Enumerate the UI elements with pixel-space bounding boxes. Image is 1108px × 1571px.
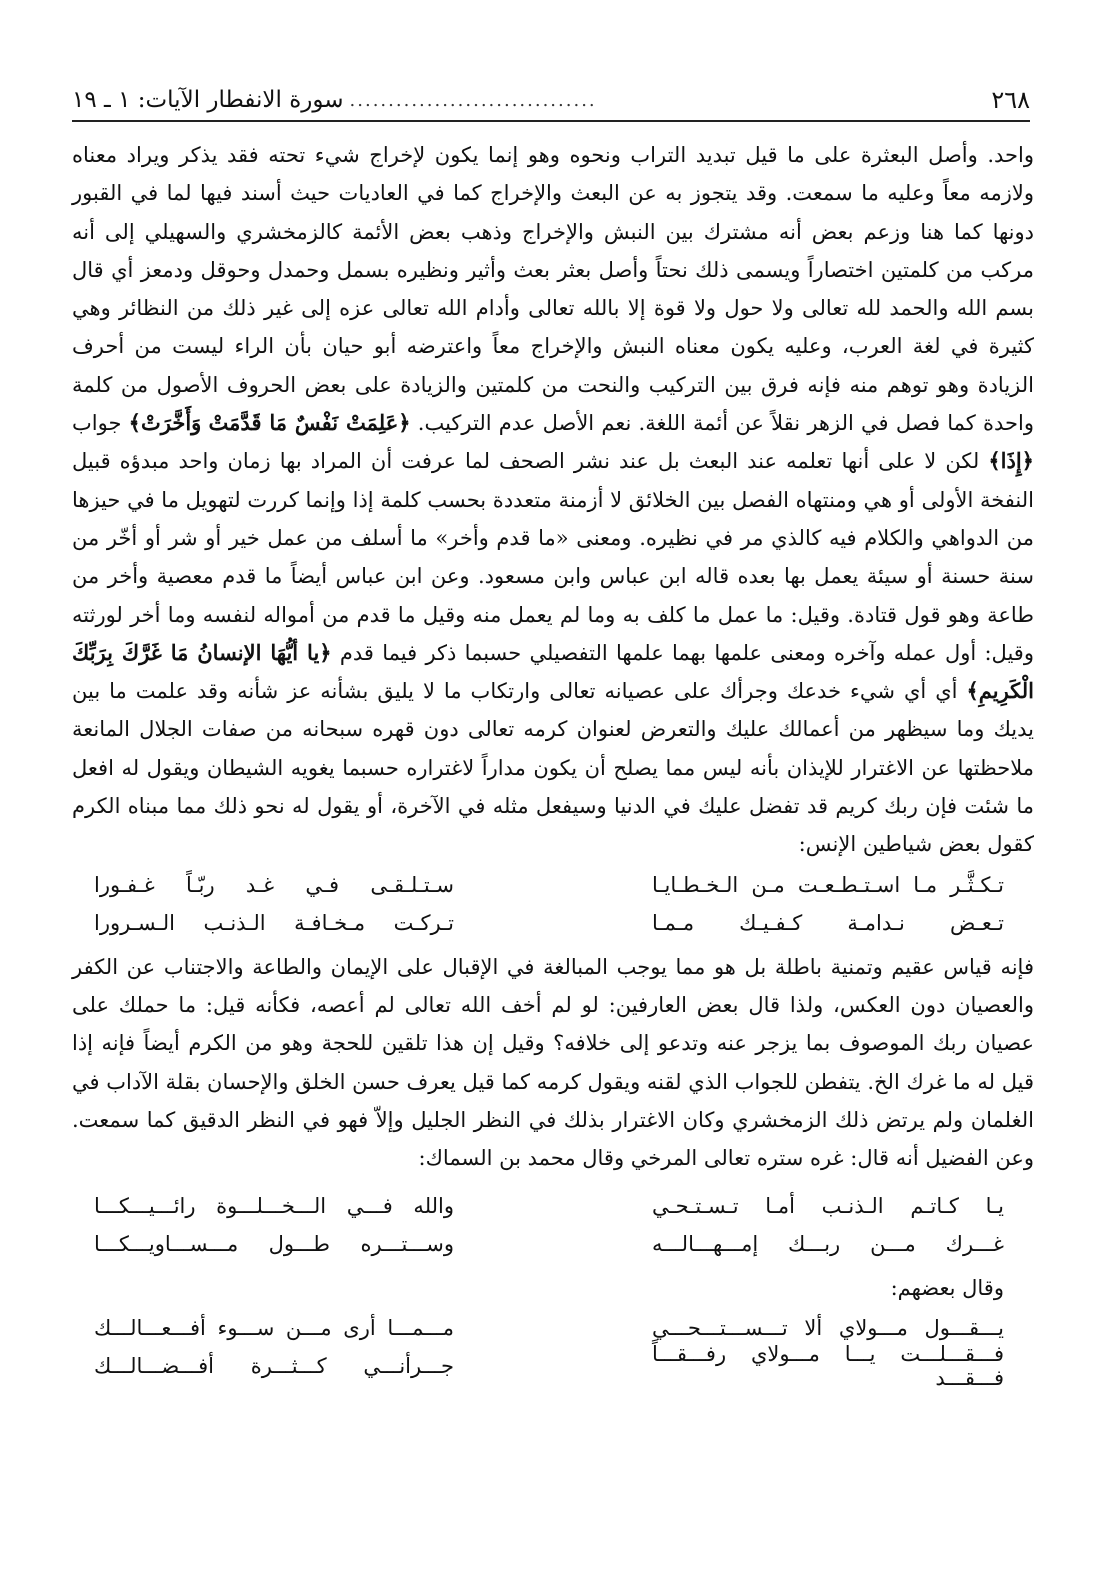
text-line: في النظر الدقيق كما سمعت. وعن الفضيل أنه قال: غره ستره تعالى المرخي وقال محمد بن السماك: (72, 1107, 1034, 1171)
text-line: وسيفعل مثله في الآخرة، أو يقول له نحو ذلك مما مبناه الكرم كقول بعض شياطين الإنس: (72, 794, 1034, 857)
text-line: فإنه قياس عقيم وتمنية باطلة بل هو مما يوجب المبالغة في الإقبال على الإيمان والطاعة والاجتناب (163, 954, 1034, 979)
text-line: من كلمة واحدة كما فصل في الزهر نقلاً عن أئمة اللغة. نعم الأصل عدم التركيب. (72, 372, 1034, 436)
verse-second-hemistich: جـــرأنـــي كـــثـــرة أفـــضـــالـــك (94, 1354, 455, 1379)
text-line: واحد. وأصل البعثرة على ما قيل تبديد التراب ونحوه وهو إنما يكون لإخراج شيء تحته فقد يذكر ويراد معناه (72, 143, 1034, 167)
text-line: جواب (72, 411, 129, 436)
verse-first-hemistich: غـــرك مـــن ربـــك إمـــهـــالـــه (651, 1232, 1004, 1257)
text-line: دون قهره سبحانه من صفات الجلال المانعة ملاحظتها عن الاغترار للإيذان بأنه ليس مما يصلح أن يكون (72, 717, 1035, 780)
text-line: زمان واحد مبدؤه قبيل النفخة الأولى أو هي ومنتهاه الفصل بين الخلائق لا أزمنة متعددة بحسب كلمة إذا (72, 449, 1035, 512)
text-line: وإنما كررت لتهويل ما في حيزها من الدواهي والكلام فيه كالذي مر في نظيره. ومعنى «ما قدم وأخر» ما (72, 487, 1034, 550)
text-line: ولازمه معاً وعليه ما سمعت. وقد يتجوز به عن البعث والإخراج كما في العاديات حيث أسند فيها لما في (130, 181, 1034, 206)
text-line: حملك على عصيان ربك الموصوف بما يزجر عنه وتدعو إلى خلافه؟ وقيل إن هذا تلقين للحجة وهو من (72, 992, 1035, 1056)
quran-quote: ﴿يا أيُّهَا الإنسانُ مَا غَرَّكَ بِرَبِّكَ الْكَرِيمِ﴾ (72, 639, 1034, 704)
verse-first-hemistich: يـا كـاتـم الـذنـب أمـا تـسـتـحـي (651, 1194, 1004, 1219)
page-number: ٢٦٨ (991, 86, 1030, 114)
running-header (72, 70, 1030, 122)
text-line: القبور دونها كما هنا وزعم بعض أنه مشترك بين النبش والإخراج وذهب بعض الأئمة كالزمخشري والسهيلي (72, 181, 1034, 244)
text-line: لكن لا على أنها تعلمه عند البعث بل عند نشر الصحف لما عرفت أن المراد بها (279, 449, 989, 474)
verse-second-hemistich: وســـتـــره طـــول مـــســـاويـــكـــا (94, 1232, 455, 1257)
text-line: فيما قدم (331, 640, 418, 665)
text-line: عباس أيضاً ما قدم معصية وأخر من طاعة وهو قول قتادة. وقيل: ما عمل ما كلف به وما لم يعمل منه وقيل (72, 564, 1034, 627)
verse-first-hemistich: يـــقـــول مـــولاي ألا تـــســـتـــحـــي (651, 1316, 1004, 1341)
text-line: أحرف الزيادة وهو توهم منه فإنه فرق بين التركيب والنحت من كلمتين والزيادة على بعض الحروف الأصول (72, 334, 1034, 397)
quran-quote: وَأَخَّرَتْ﴾ (128, 410, 202, 436)
paragraph-1 (72, 136, 1034, 864)
verse-second-hemistich: مـــمـــا أرى مـــن ســـوء أفـــعـــالـــك (94, 1316, 455, 1341)
poem-3 (72, 1309, 1034, 1391)
text-line: ما قدم من أمواله لنفسه وما أخر لورثته وقيل: أول عمله وآخره ومعنى علمها بهما علمها التفصيلي حسبما ذكر (72, 602, 1034, 665)
text-line: إلى أنه مركب من كلمتين اختصاراً ويسمى ذلك نحتاً وأصل بعثر بعث وأثير ونظيره بسمل وحمدل وحوقل (72, 219, 1034, 282)
paragraph-2 (72, 948, 1034, 1178)
verse-first-hemistich: تـعـض نـدامـة كـفـيـك مـمـا (651, 910, 1004, 935)
text-line: ودمعز أي قال بسم الله والحمد لله تعالى ولا حول ولا قوة إلا بالله تعالى وأدام الله تعالى عزه إلى غير ذلك من (72, 257, 1034, 321)
text-line: الكرم أيضاً فإنه إذا قيل له ما غرك الخ. يتفطن للجواب الذي لقنه ويقول كرمه كما قيل يعرف حسن الخلق (72, 1031, 1034, 1094)
spacer (72, 1177, 1034, 1185)
poem-verse (72, 1187, 1034, 1225)
poem-verse (72, 904, 1034, 942)
verse-first-hemistich: تـكـثَّـر مـا اسـتـطـعـت مـن الـخـطـايـا (651, 872, 1004, 897)
verse-second-hemistich: تـركـت مـخـافـة الـذنـب الـسـرورا (94, 910, 455, 935)
text-line: النظائر وهي كثيرة في لغة العرب، وعليه يكون معناه النبش والإخراج معاً واعترضه أبو حيان بأن الراء ليست من (72, 296, 1035, 359)
text-line: أي أي شيء خدعك وجرأك على عصيانه تعالى وارتكاب (470, 679, 967, 704)
poem-verse (72, 1342, 1034, 1391)
poem-2 (72, 1187, 1034, 1263)
text-line: أسلف من عمل خير أو شر أو أخّر من سنة حسنة أو سيئة يعمل بها بعده قاله ابن عباس وابن مسعود. وعن ابن (72, 525, 1034, 589)
poem-1 (72, 866, 1034, 942)
text-line: والإحسان بقلة الآداب في الغلمان ولم يرتض ذلك الزمخشري وكان الاغترار بذلك في النظر الجليل وإلاّ فهو (72, 1069, 1034, 1132)
quran-quote: ﴿عَلِمَتْ نَفْسٌ مَا قَدَّمَتْ (208, 410, 411, 436)
header-leader-dots: ................................ (349, 89, 597, 111)
verse-second-hemistich: سـتـلـقـى فـي غـد ربّـاً غـفـورا (94, 872, 455, 897)
text-line: عن الكفر والعصيان دون العكس، ولذا قال بعض العارفين: لو لم أخف الله تعالى لم أعصه، فكأنه قيل: ما (72, 954, 1035, 1017)
poem-verse (72, 866, 1034, 904)
intro-line: وقال بعضهم: (890, 1276, 1004, 1301)
text-line: ما لا يليق بشأنه عز شأنه وقد علمت ما بين يديك وما سيظهر من أعمالك عليك والتعرض لعنوان كرمه تعالى (72, 679, 1034, 742)
verse-first-hemistich: فـــقـــلـــت يـــا مـــولاي رفـــقـــاً فـــقـــد (651, 1342, 1004, 1391)
verse-second-hemistich: والله فـــي الـــخـــلـــوة رائـــيـــكـــا (94, 1194, 455, 1219)
text-line: مداراً لاغتراره حسبما يغويه الشيطان ويقول له افعل ما شئت فإن ربك كريم قد تفضل عليك في الدنيا (72, 755, 1035, 819)
running-title: سورة الانفطار الآيات: ١ ـ ١٩ (72, 87, 344, 113)
quran-quote: ﴿إِذَا﴾ (988, 448, 1034, 474)
poem-verse (72, 1225, 1034, 1263)
header-title-group (72, 89, 597, 112)
